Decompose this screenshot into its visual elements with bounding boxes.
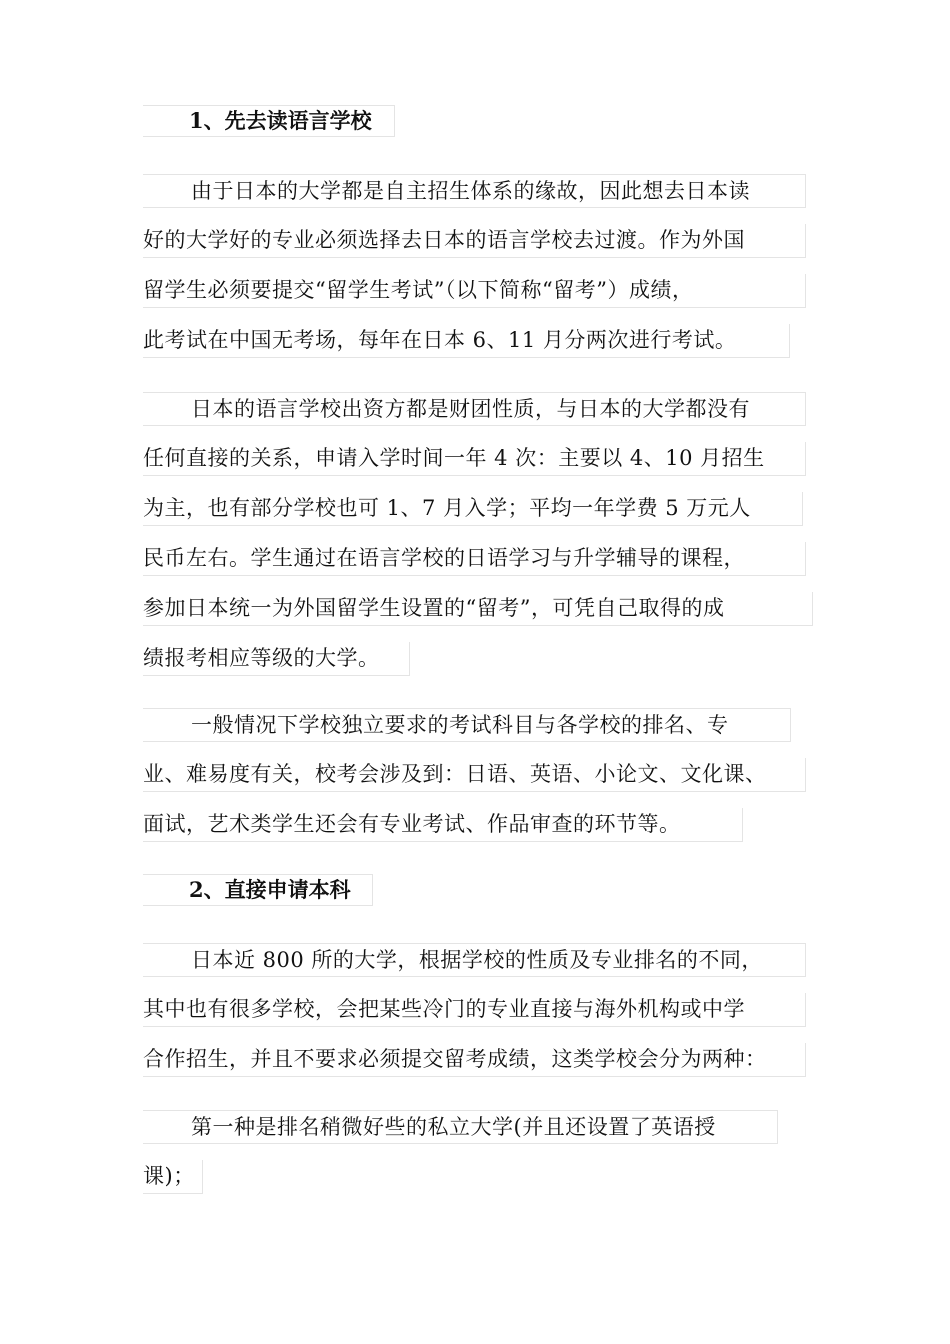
- paragraph-line: 课)；: [143, 1160, 203, 1194]
- paragraph-line: 其中也有很多学校，会把某些冷门的专业直接与海外机构或中学: [143, 993, 806, 1027]
- paragraph-line: 业、难易度有关，校考会涉及到：日语、英语、小论文、文化课、: [143, 758, 806, 792]
- paragraph-line: 参加日本统一为外国留学生设置的“留考”，可凭自己取得的成: [143, 592, 813, 626]
- paragraph-line: 由于日本的大学都是自主招生体系的缘故，因此想去日本读: [143, 174, 806, 208]
- paragraph-line: 任何直接的关系，申请入学时间一年 4 次：主要以 4、10 月招生: [143, 442, 806, 476]
- paragraph-line: 日本的语言学校出资方都是财团性质，与日本的大学都没有: [143, 392, 806, 426]
- paragraph-line: 绩报考相应等级的大学。: [143, 642, 410, 676]
- paragraph-line: 日本近 800 所的大学，根据学校的性质及专业排名的不同，: [143, 943, 806, 977]
- paragraph-line: 好的大学好的专业必须选择去日本的语言学校去过渡。作为外国: [143, 224, 806, 258]
- section-heading-1: 1、先去读语言学校: [143, 105, 395, 137]
- paragraph-line: 民币左右。学生通过在语言学校的日语学习与升学辅导的课程，: [143, 542, 806, 576]
- paragraph-line: 合作招生，并且不要求必须提交留考成绩，这类学校会分为两种：: [143, 1043, 806, 1077]
- paragraph-line: 面试，艺术类学生还会有专业考试、作品审查的环节等。: [143, 808, 743, 842]
- paragraph-line: 留学生必须要提交“留学生考试”（以下简称“留考”）成绩，: [143, 274, 806, 308]
- paragraph-line: 一般情况下学校独立要求的考试科目与各学校的排名、专: [143, 708, 791, 742]
- paragraph-line: 此考试在中国无考场，每年在日本 6、11 月分两次进行考试。: [143, 324, 790, 358]
- paragraph-line: 为主，也有部分学校也可 1、7 月入学；平均一年学费 5 万元人: [143, 492, 803, 526]
- paragraph-line: 第一种是排名稍微好些的私立大学(并且还设置了英语授: [143, 1110, 778, 1144]
- section-heading-2: 2、直接申请本科: [143, 874, 373, 906]
